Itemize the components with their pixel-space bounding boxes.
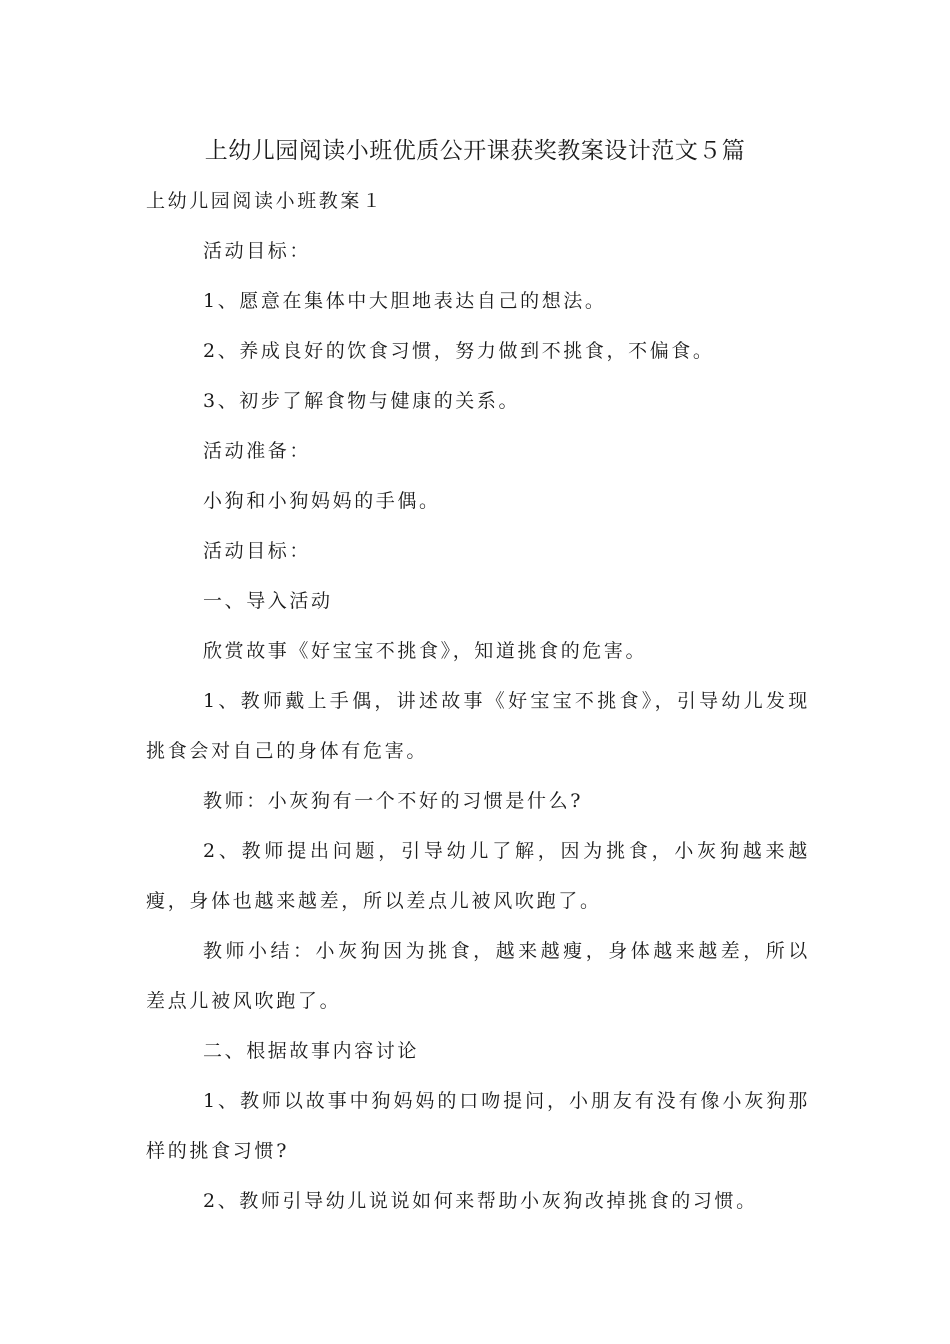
paragraph: 小狗和小狗妈妈的手偶。 [203,490,441,512]
paragraph: 教师小结：小灰狗因为挑食，越来越瘦，身体越来越差，所以差点儿被风吹跑了。 [146,940,810,1012]
paragraph: 2、养成良好的饮食习惯，努力做到不挑食，不偏食。 [203,340,715,362]
paragraph: 2、教师引导幼儿说说如何来帮助小灰狗改掉挑食的习惯。 [203,1190,758,1212]
paragraph: 欣赏故事《好宝宝不挑食》，知道挑食的危害。 [203,640,648,662]
paragraph: 3、初步了解食物与健康的关系。 [203,390,521,412]
paragraph: 1、教师以故事中狗妈妈的口吻提问，小朋友有没有像小灰狗那样的挑食习惯? [146,1090,810,1162]
paragraph: 1、愿意在集体中大胆地表达自己的想法。 [203,290,607,312]
paragraph: 一、导入活动 [203,590,333,612]
paragraph: 活动目标： [203,240,312,262]
paragraph: 教师：小灰狗有一个不好的习惯是什么? [203,790,583,812]
document-title: 上幼儿园阅读小班优质公开课获奖教案设计范文５篇 [204,138,746,164]
paragraph: 2、教师提出问题，引导幼儿了解，因为挑食，小灰狗越来越瘦，身体也越来越差，所以差点儿被风吹跑了。 [146,840,810,912]
section-heading: 上幼儿园阅读小班教案１ [146,190,384,212]
paragraph: 1、教师戴上手偶，讲述故事《好宝宝不挑食》，引导幼儿发现挑食会对自己的身体有危害。 [146,690,810,762]
paragraph: 活动目标： [203,540,312,562]
paragraph: 活动准备： [203,440,312,462]
paragraph: 二、根据故事内容讨论 [203,1040,420,1062]
